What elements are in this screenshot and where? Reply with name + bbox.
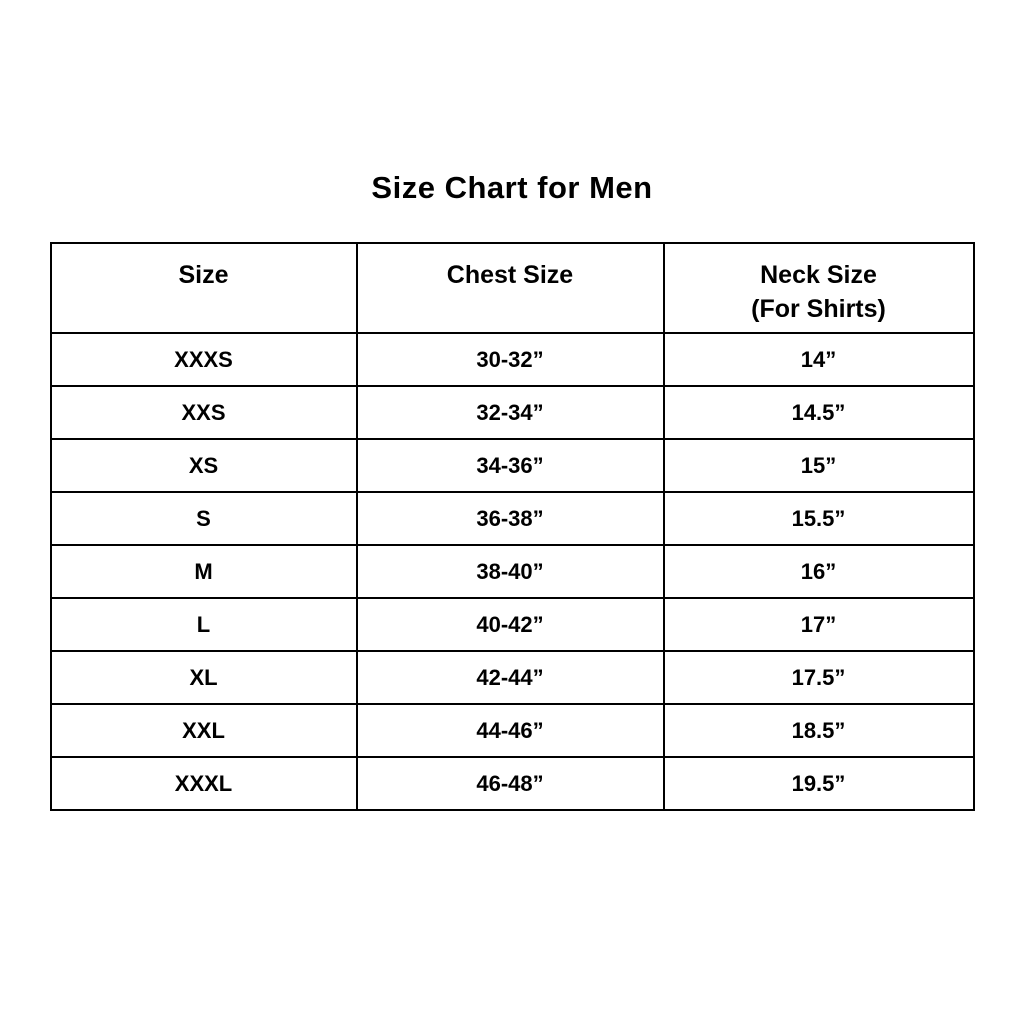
header-cell-neck-size	[664, 243, 974, 333]
table-row	[51, 333, 974, 386]
cell-neck: 17.5”	[664, 651, 974, 704]
cell-chest: 46-48”	[357, 757, 664, 810]
cell-neck: 17”	[664, 598, 974, 651]
cell-size: M	[51, 545, 357, 598]
header-chest-size-label: Chest Size	[446, 261, 574, 289]
cell-neck: 15.5”	[664, 492, 974, 545]
cell-chest: 44-46”	[357, 704, 664, 757]
header-size-label: Size	[178, 261, 229, 289]
table-row	[51, 704, 974, 757]
table-row	[51, 386, 974, 439]
table-header	[51, 243, 974, 333]
page-title: Size Chart for Men	[371, 170, 653, 205]
cell-chest: 38-40”	[357, 545, 664, 598]
cell-size: XXS	[51, 386, 357, 439]
cell-size: XXXS	[51, 333, 357, 386]
cell-chest: 36-38”	[357, 492, 664, 545]
table-row	[51, 651, 974, 704]
cell-size: L	[51, 598, 357, 651]
table-body	[51, 333, 974, 810]
header-cell-chest-size	[357, 243, 664, 333]
table-row	[51, 598, 974, 651]
cell-size: XXL	[51, 704, 357, 757]
cell-size: XL	[51, 651, 357, 704]
cell-size: XXXL	[51, 757, 357, 810]
table-row	[51, 545, 974, 598]
cell-size: XS	[51, 439, 357, 492]
cell-size: S	[51, 492, 357, 545]
size-chart-table	[50, 242, 975, 811]
cell-neck: 16”	[664, 545, 974, 598]
header-neck-size-label: Neck Size	[760, 261, 877, 289]
table-row	[51, 492, 974, 545]
cell-neck: 19.5”	[664, 757, 974, 810]
header-row	[51, 243, 974, 333]
cell-chest: 40-42”	[357, 598, 664, 651]
table-row	[51, 439, 974, 492]
cell-neck: 14”	[664, 333, 974, 386]
cell-chest: 42-44”	[357, 651, 664, 704]
header-neck-size-sublabel: (For Shirts)	[751, 295, 886, 323]
cell-chest: 32-34”	[357, 386, 664, 439]
cell-neck: 15”	[664, 439, 974, 492]
table-row	[51, 757, 974, 810]
cell-neck: 18.5”	[664, 704, 974, 757]
header-cell-size	[51, 243, 357, 333]
cell-chest: 30-32”	[357, 333, 664, 386]
cell-chest: 34-36”	[357, 439, 664, 492]
cell-neck: 14.5”	[664, 386, 974, 439]
